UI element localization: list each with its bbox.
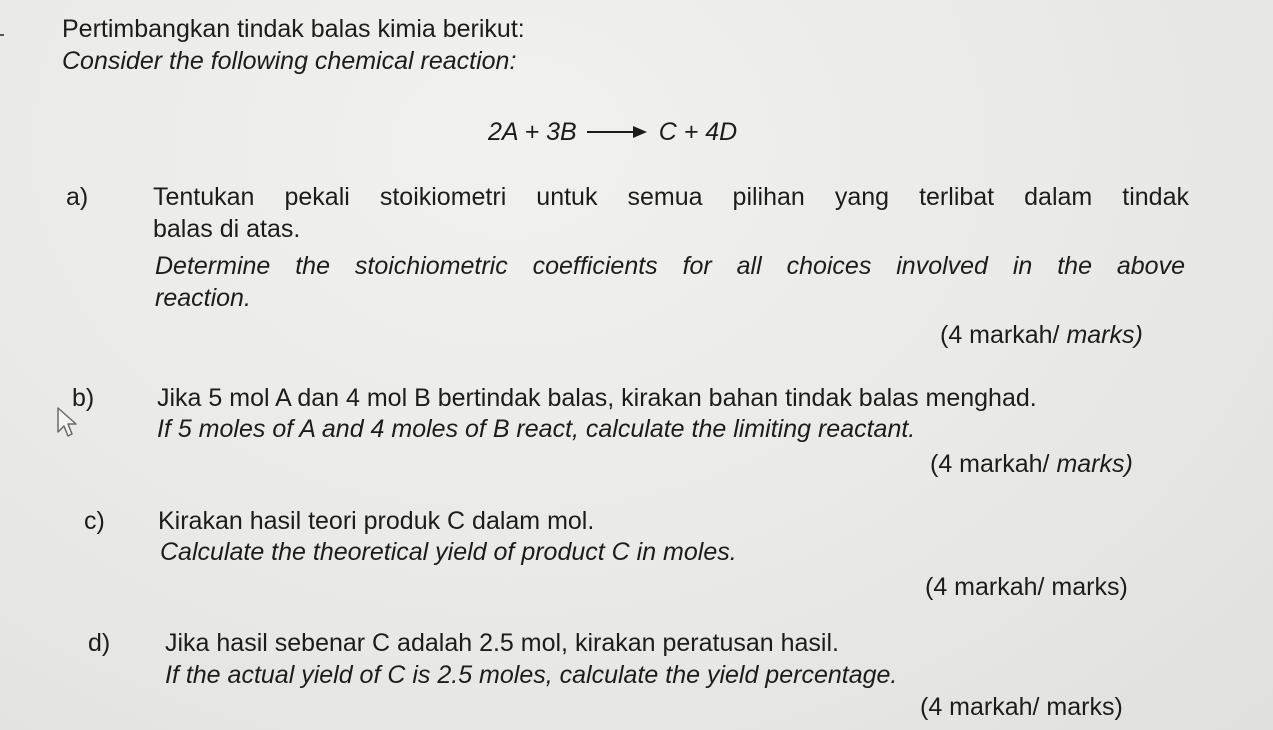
question-b-marks-malay: (4 markah/ (930, 450, 1057, 478)
question-a-marks-english: marks) (1066, 321, 1143, 349)
question-b-marks (930, 449, 1133, 479)
question-c-english: Calculate the theoretical yield of product C in moles. (160, 538, 737, 566)
question-b-marks-english: marks) (1056, 450, 1133, 478)
question-a-marks (940, 320, 1143, 350)
intro-malay: Pertimbangkan tindak balas kimia berikut: (62, 15, 525, 43)
question-b-english: If 5 moles of A and 4 moles of B react, calculate the limiting reactant. (157, 415, 916, 443)
question-d-malay: Jika hasil sebenar C adalah 2.5 mol, kirakan peratusan hasil. (165, 629, 839, 657)
question-d-marks: (4 markah/ marks) (920, 693, 1123, 721)
question-d-label: d) (88, 629, 111, 657)
page-edge-mark (0, 34, 4, 36)
question-a-label: a) (66, 183, 89, 211)
question-a-malay-line1: Tentukan pekali stoikiometri untuk semua pilihan yang terlibat dalam tindak (153, 183, 1189, 211)
question-b-label: b) (72, 384, 95, 412)
question-a-malay-line2: balas di atas. (153, 215, 301, 243)
question-b-malay: Jika 5 mol A dan 4 mol B bertindak balas, kirakan bahan tindak balas menghad. (157, 384, 1037, 412)
question-c-malay: Kirakan hasil teori produk C dalam mol. (158, 507, 595, 535)
chemical-equation (488, 116, 737, 148)
mouse-pointer-icon (56, 406, 82, 440)
question-c-label: c) (84, 507, 105, 535)
question-a-english-line1: Determine the stoichiometric coefficients for all choices involved in the above (155, 252, 1185, 280)
question-a-english-line2: reaction. (155, 284, 251, 312)
intro-english: Consider the following chemical reaction: (62, 47, 517, 75)
question-a-marks-malay: (4 markah/ (940, 321, 1067, 349)
question-c-marks: (4 markah/ marks) (925, 573, 1128, 601)
equation-reactants: 2A + 3B (488, 117, 577, 146)
question-d-english: If the actual yield of C is 2.5 moles, calculate the yield percentage. (165, 661, 898, 689)
reaction-arrow-icon (587, 122, 649, 142)
equation-products: C + 4D (658, 117, 738, 146)
